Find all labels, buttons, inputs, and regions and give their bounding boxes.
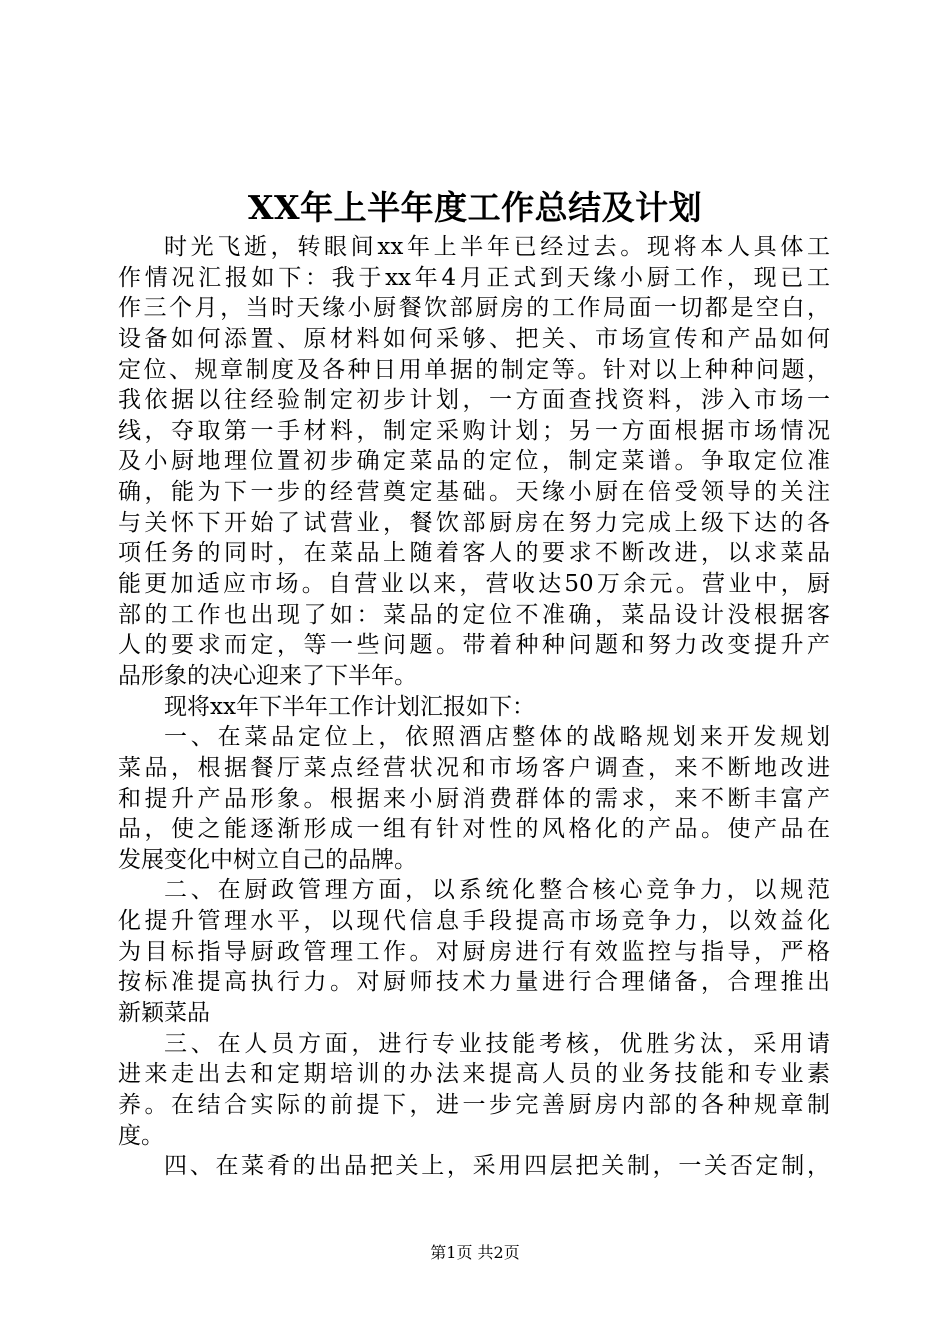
body-line: 品，使之能逐渐形成一组有针对性的风格化的产品。使产品在 <box>118 816 830 843</box>
body-line: 确，能为下一步的经营奠定基础。天缘小厨在倍受领导的关注 <box>118 479 830 506</box>
body-line: 度。 <box>118 1122 164 1149</box>
body-line: 部的工作也出现了如：菜品的定位不准确，菜品设计没根据客 <box>118 601 830 628</box>
body-line: 进来走出去和定期培训的办法来提高人员的业务技能和专业素 <box>118 1061 830 1088</box>
body-line: 和提升产品形象。根据来小厨消费群体的需求，来不断丰富产 <box>118 785 830 812</box>
body-line: 与关怀下开始了试营业，餐饮部厨房在努力完成上级下达的各 <box>118 509 830 536</box>
body-line: 发展变化中树立自己的品牌。 <box>118 846 417 873</box>
body-line: 人的要求而定，等一些问题。带着种种问题和努力改变提升产 <box>118 632 830 659</box>
body-line: 线，夺取第一手材料，制定采购计划；另一方面根据市场情况 <box>118 417 830 444</box>
body-line: 为目标指导厨政管理工作。对厨房进行有效监控与指导，严格 <box>118 938 830 965</box>
body-line: 现将xx年下半年工作计划汇报如下： <box>164 693 535 720</box>
body-line: 新颖菜品 <box>118 1000 210 1027</box>
body-line: 化提升管理水平，以现代信息手段提高市场竞争力，以效益化 <box>118 908 830 935</box>
body-line: 作情况汇报如下：我于xx年4月正式到天缘小厨工作，现已工 <box>118 264 830 291</box>
document-title: XX年上半年度工作总结及计划 <box>247 188 703 227</box>
body-line: 养。在结合实际的前提下，进一步完善厨房内部的各种规章制 <box>118 1091 830 1118</box>
body-line: 三、在人员方面，进行专业技能考核，优胜劣汰，采用请 <box>164 1030 830 1057</box>
body-line: 二、在厨政管理方面，以系统化整合核心竞争力，以规范 <box>164 877 830 904</box>
body-line: 时光飞逝，转眼间xx年上半年已经过去。现将本人具体工 <box>164 234 830 260</box>
body-line: 项任务的同时，在菜品上随着客人的要求不断改进，以求菜品 <box>118 540 830 567</box>
body-line: 菜品，根据餐厅菜点经营状况和市场客户调查，来不断地改进 <box>118 754 830 781</box>
body-line: 设备如何添置、原材料如何采够、把关、市场宣传和产品如何 <box>118 325 830 352</box>
body-line: 能更加适应市场。自营业以来，营收达50万余元。营业中，厨 <box>118 571 830 598</box>
body-line: 按标准提高执行力。对厨师技术力量进行合理储备，合理推出 <box>118 969 830 996</box>
body-line: 四、在菜肴的出品把关上，采用四层把关制，一关否定制， <box>164 1153 830 1180</box>
page-number-footer: 第1页 共2页 <box>430 1243 520 1262</box>
body-line: 品形象的决心迎来了下半年。 <box>118 662 417 689</box>
body-line: 一、在菜品定位上，依照酒店整体的战略规划来开发规划 <box>164 724 830 751</box>
body-line: 作三个月，当时天缘小厨餐饮部厨房的工作局面一切都是空白， <box>118 295 830 322</box>
body-line: 定位、规章制度及各种日用单据的制定等。针对以上种种问题， <box>118 356 830 383</box>
document-body <box>118 232 830 1182</box>
body-line: 我依据以往经验制定初步计划，一方面查找资料，涉入市场一 <box>118 387 830 414</box>
body-line: 及小厨地理位置初步确定菜品的定位，制定菜谱。争取定位准 <box>118 448 830 475</box>
